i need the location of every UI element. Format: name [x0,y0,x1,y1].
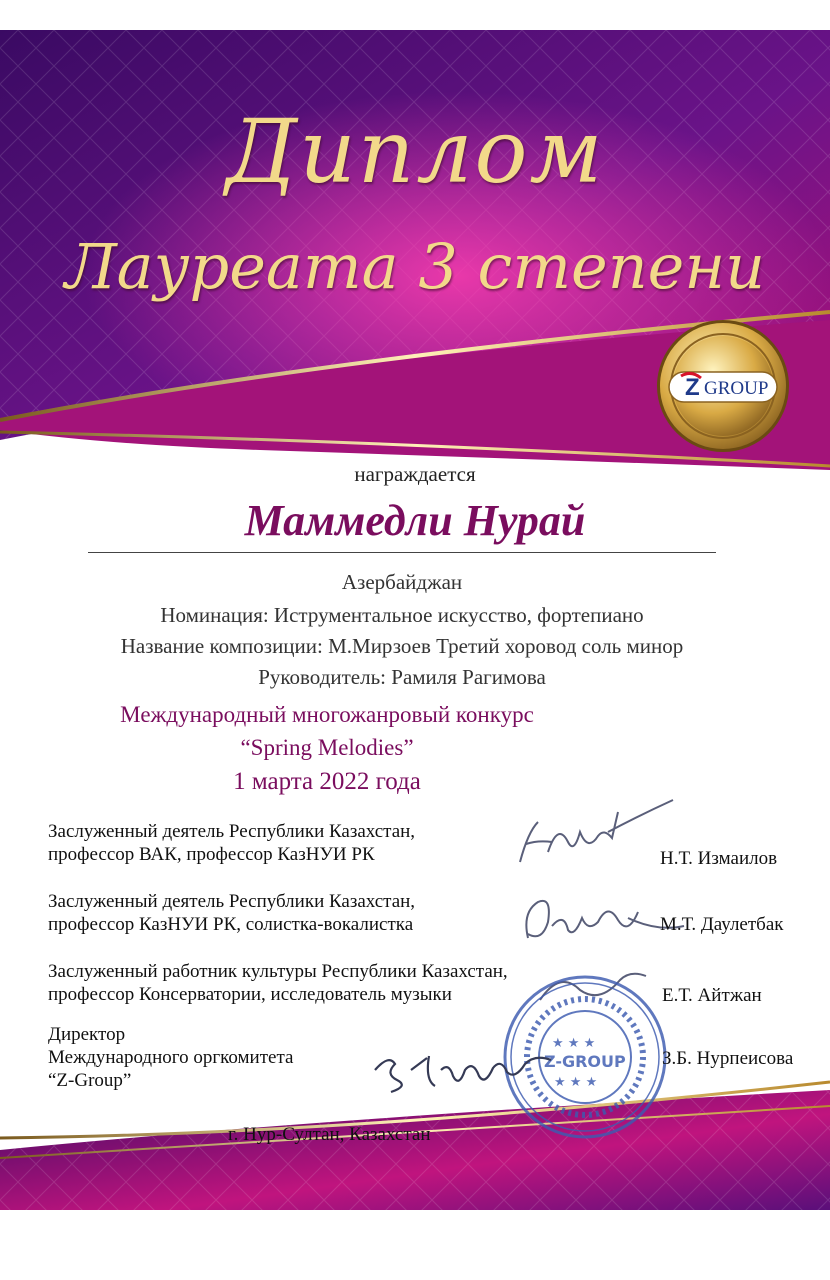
z-group-logo-icon [655,318,791,454]
contest-title: “Spring Melodies” [240,735,414,760]
logo-text: GROUP [704,378,769,399]
logo-letter: Z [685,374,700,401]
country: Азербайджан [341,570,463,594]
city-label: г. Нур-Султан, Казахстан [228,1124,431,1145]
stamp-text: Z-GROUP [544,1052,626,1071]
nomination: Номинация: Иструментальное искусство, фортепиано [160,603,644,627]
signature-icon [365,1040,555,1100]
awarded-label: награждается [354,462,476,486]
diploma-title: Диплом [225,100,605,203]
diploma-subtitle: Лауреата 3 степени [64,230,766,303]
signatory-name: З.Б. Нурпеисова [662,1048,794,1069]
diploma [0,30,830,1210]
signatory-role: Директор Международного оргкомитета “Z-Group” [48,1024,294,1091]
contest-name: Международный многожанровый конкурс [120,702,534,727]
signatory-role: Заслуженный работник культуры Республики Казахстан, профессор Консерватории, исследователь музыки [48,961,508,1005]
svg-text:★ ★ ★: ★ ★ ★ [552,1036,596,1051]
signatory-name: Н.Т. Измаилов [660,848,778,869]
svg-text:★ ★ ★: ★ ★ ★ [554,1075,598,1090]
contest-date: 1 марта 2022 года [233,768,421,795]
signatory-name: Е.Т. Айтжан [662,985,762,1006]
signature-icon [508,792,678,872]
signatory-name: М.Т. Даулетбак [660,914,784,935]
name-underline [88,552,716,553]
signatory-role: Заслуженный деятель Республики Казахстан, профессор ВАК, профессор КазНУИ РК [48,821,416,865]
signatory-role: Заслуженный деятель Республики Казахстан, профессор КазНУИ РК, солистка-вокалистка [48,891,416,935]
supervisor: Руководитель: Рамиля Рагимова [258,665,546,689]
recipient-name: Маммедли Нурай [244,496,586,545]
composition: Название композиции: М.Мирзоев Третий хоровод соль минор [120,634,684,658]
